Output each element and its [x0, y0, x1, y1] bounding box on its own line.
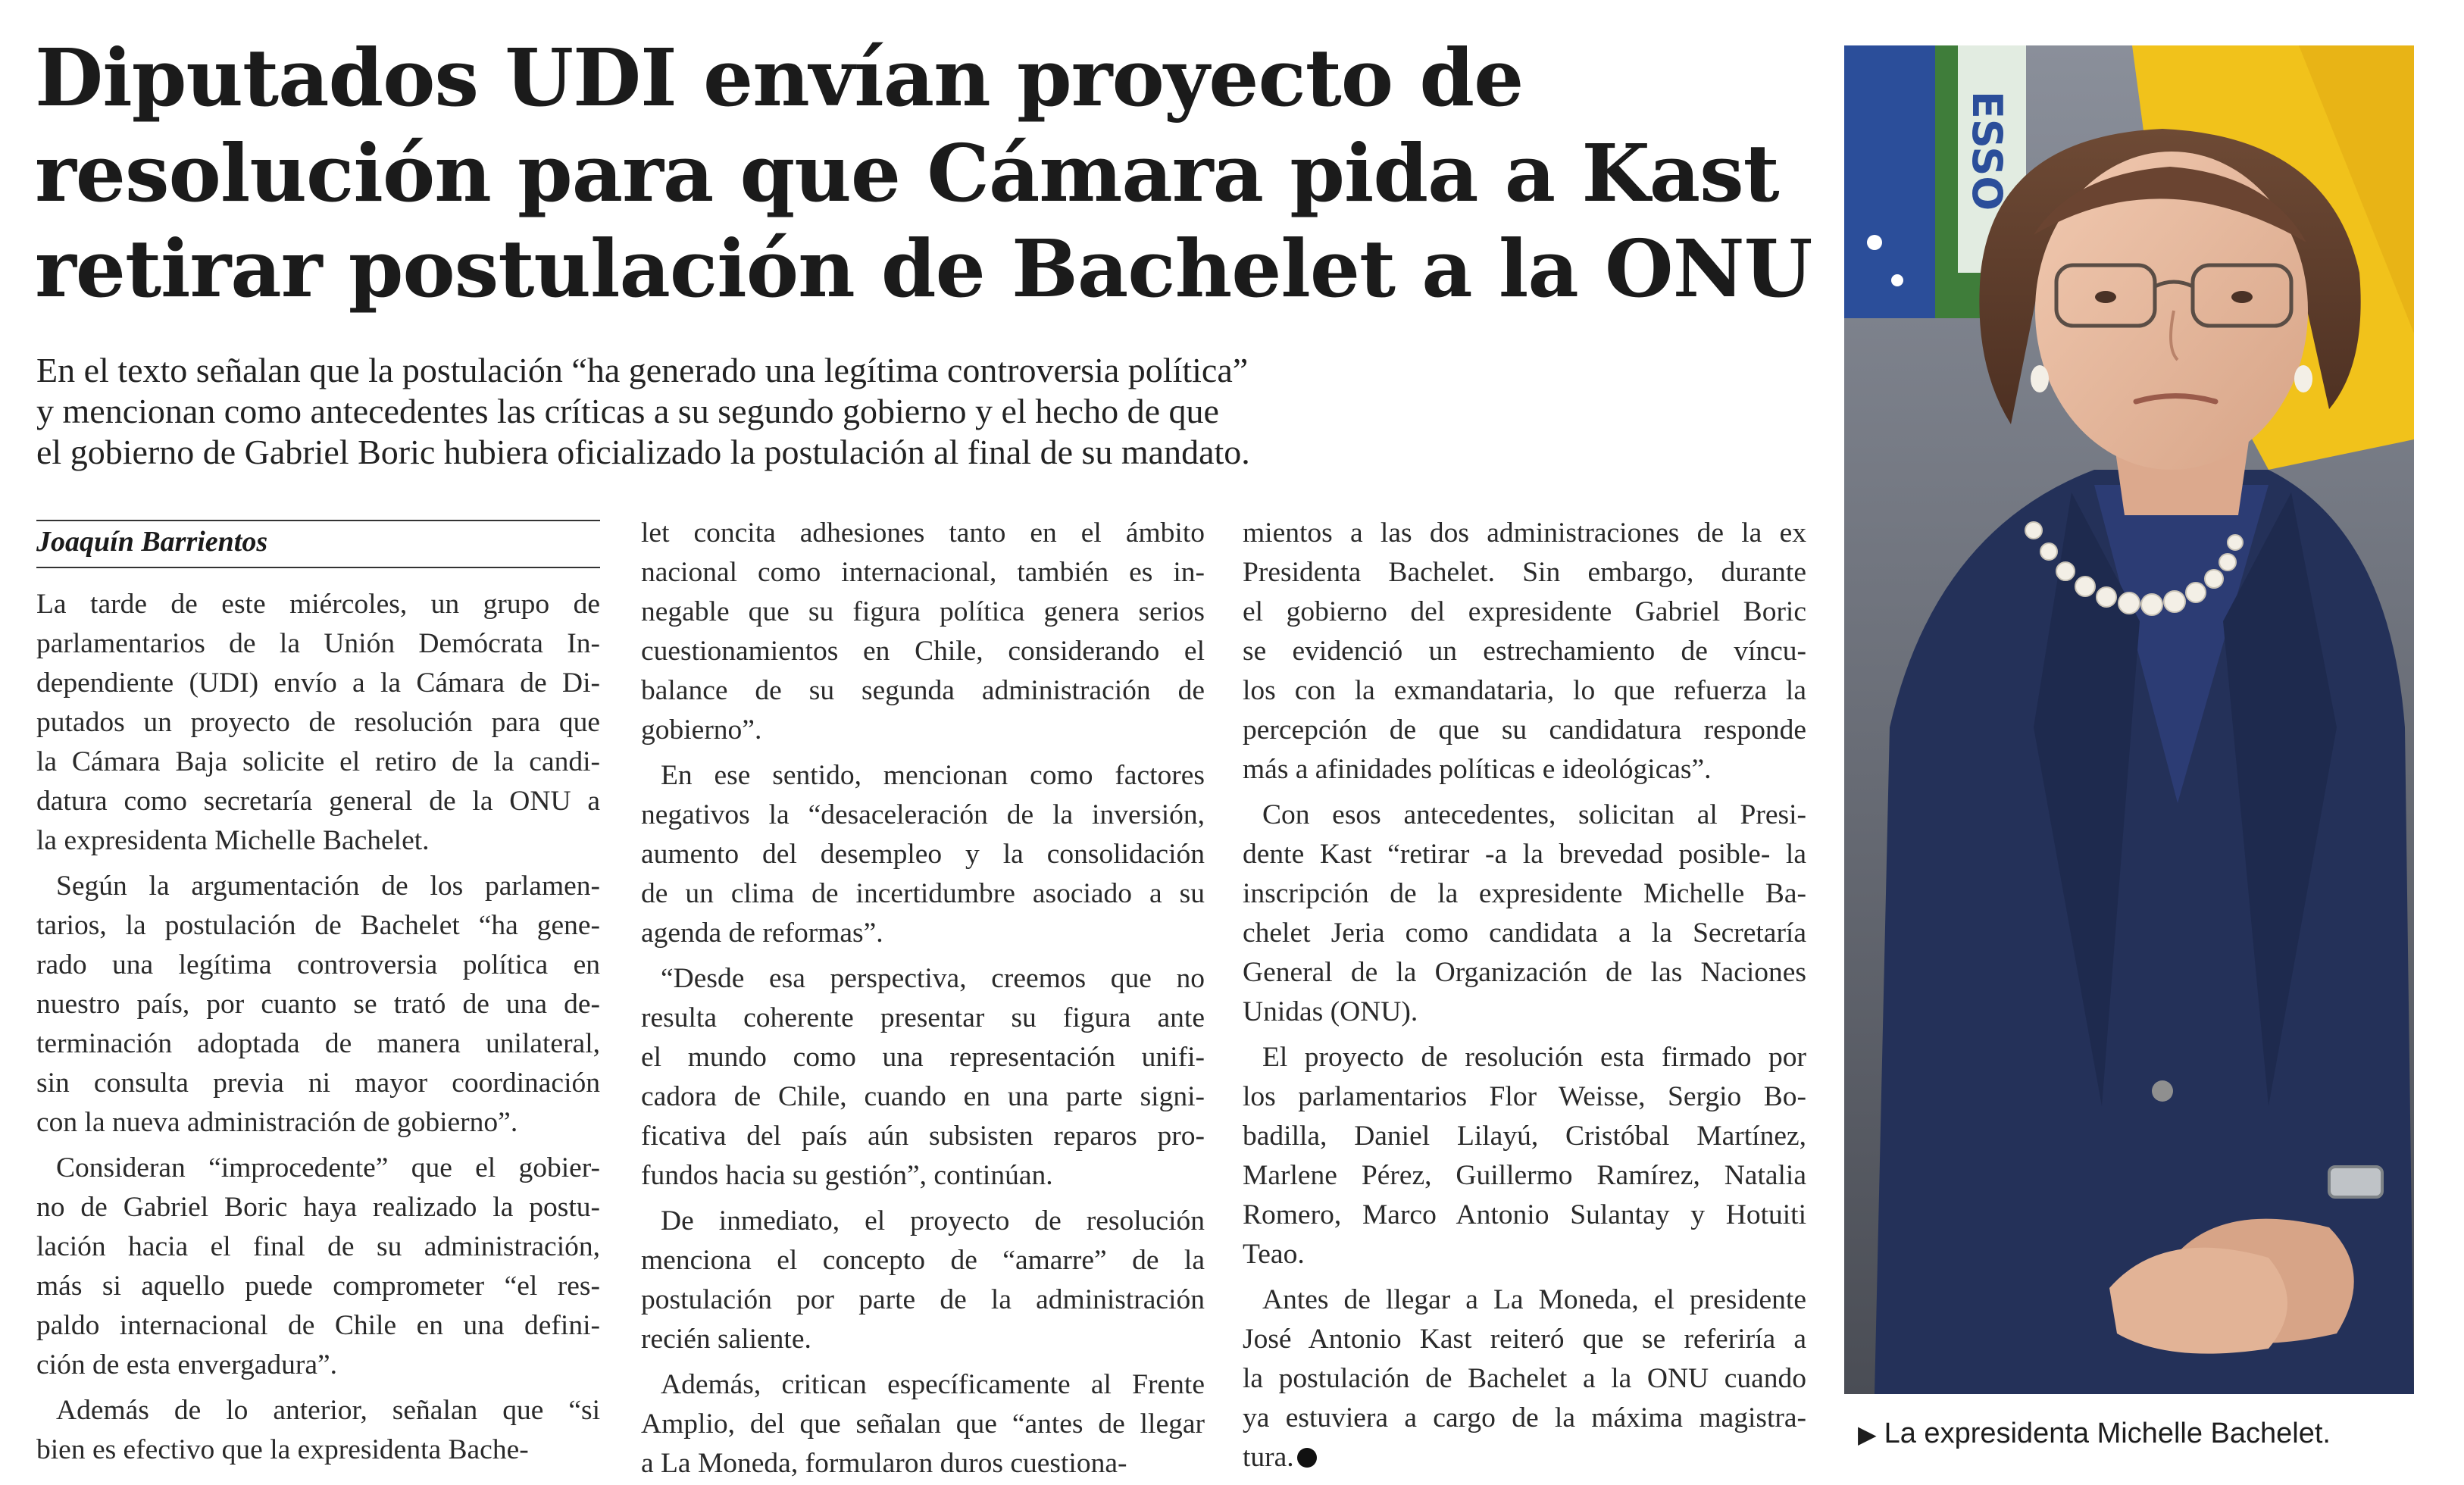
article-line: postulación por parte de la administración — [641, 1284, 1205, 1315]
article-line: más a afinidades políticas e ideológicas”. — [1243, 754, 1712, 785]
byline-rule-bottom — [36, 567, 600, 568]
article-line: balance de su segunda administración de — [641, 675, 1205, 706]
article-line: ya estuviera a cargo de la máxima magistra- — [1243, 1402, 1806, 1433]
article-paragraph — [641, 959, 1205, 1196]
deck-line: el gobierno de Gabriel Boric hubiera oficializado la postulación al final de su mandato. — [36, 433, 1250, 471]
byline: Joaquín Barrientos — [36, 526, 268, 558]
article-line: Teao. — [1243, 1239, 1305, 1270]
article-line: dente Kast “retirar -a la brevedad posible- la — [1243, 839, 1806, 870]
photo-caption — [1858, 1415, 2434, 1452]
article-line: Consideran “improcedente” que el gobier- — [56, 1152, 600, 1183]
article-line: El proyecto de resolución esta firmado por — [1262, 1042, 1806, 1073]
headline-line: Diputados UDI envían proyecto de — [35, 31, 1524, 124]
article-line: el mundo como una representación unifi- — [641, 1042, 1205, 1073]
deck-line: En el texto señalan que la postulación “ha generado una legítima controversia política” — [36, 351, 1249, 389]
article-line: gobierno”. — [641, 714, 762, 746]
article-line: ficativa del país aún subsisten reparos pro- — [641, 1121, 1205, 1152]
article-line: parlamentarios de la Unión Demócrata In- — [36, 628, 600, 659]
article-paragraph — [1243, 1280, 1806, 1477]
article-paragraph — [36, 1149, 600, 1385]
article-line: nuestro país, por cuanto se trató de una de- — [36, 989, 600, 1020]
article-line: la Cámara Baja solicite el retiro de la candi- — [36, 746, 600, 777]
article-line: menciona el concepto de “amarre” de la — [641, 1245, 1205, 1276]
caption-text: La expresidenta Michelle Bachelet. — [1884, 1418, 2331, 1449]
article-line: Además de lo anterior, señalan que “si — [56, 1395, 600, 1426]
article-line: inscripción de la expresidente Michelle Ba- — [1243, 878, 1806, 909]
headline-line: resolución para que Cámara pida a Kast — [35, 127, 1779, 220]
caption-arrow-icon: ▶ — [1858, 1421, 1877, 1448]
headline — [35, 30, 1812, 317]
article-line: terminación adoptada de manera unilateral, — [36, 1028, 600, 1059]
article-line: “Desde esa perspectiva, creemos que no — [661, 963, 1205, 994]
article-line: la postulación de Bachelet a la ONU cuando — [1243, 1363, 1806, 1394]
article-line: nacional como internacional, también es in- — [641, 557, 1205, 588]
article-paragraph — [641, 514, 1205, 750]
article-paragraph — [36, 1391, 600, 1470]
article-line: Presidenta Bachelet. Sin embargo, durante — [1243, 557, 1806, 588]
byline-rule-top — [36, 520, 600, 521]
article-line: aumento del desempleo y la consolidación — [641, 839, 1205, 870]
article-line: resulta coherente presentar su figura ante — [641, 1002, 1205, 1033]
article-line: a La Moneda, formularon duros cuestiona- — [641, 1448, 1127, 1479]
article-line: let concita adhesiones tanto en el ámbito — [641, 517, 1205, 549]
article-line: se evidenció un estrechamiento de víncu- — [1243, 636, 1806, 667]
article-line: cuestionamientos en Chile, considerando el — [641, 636, 1205, 667]
article-line: con la nueva administración de gobierno”. — [36, 1107, 518, 1138]
article-line: recién saliente. — [641, 1324, 811, 1355]
article-line: badilla, Daniel Lilayú, Cristóbal Martínez, — [1243, 1121, 1806, 1152]
article-line: percepción de que su candidatura responde — [1243, 714, 1806, 746]
article-line: tarios, la postulación de Bachelet “ha gene- — [36, 910, 600, 941]
article-line: negable que su figura política genera serios — [641, 596, 1205, 627]
article-paragraph — [1243, 796, 1806, 1032]
article-line: datura como secretaría general de la ONU a — [36, 786, 600, 817]
article-line: ción de esta envergadura”. — [36, 1349, 338, 1380]
article-line: José Antonio Kast reiteró que se referiría a — [1243, 1324, 1806, 1355]
article-line: la expresidenta Michelle Bachelet. — [36, 825, 430, 856]
deck-summary — [36, 350, 1779, 473]
article-line: sin consulta previa ni mayor coordinación — [36, 1068, 600, 1099]
article-paragraph — [1243, 514, 1806, 789]
article-paragraph — [36, 585, 600, 861]
article-line: más si aquello puede comprometer “el res- — [36, 1271, 600, 1302]
article-paragraph — [1243, 1038, 1806, 1274]
article-line: agenda de reformas”. — [641, 918, 883, 949]
article-line: Marlene Pérez, Guillermo Ramírez, Natalia — [1243, 1160, 1806, 1191]
article-line: Además, critican específicamente al Frente — [661, 1369, 1205, 1400]
article-line: lación hacia el final de su administración, — [36, 1231, 600, 1262]
article-line: no de Gabriel Boric haya realizado la postu- — [36, 1192, 600, 1223]
article-line: De inmediato, el proyecto de resolución — [661, 1205, 1205, 1236]
article-line: dependiente (UDI) envío a la Cámara de Di- — [36, 667, 600, 699]
article-line: Según la argumentación de los parlamen- — [56, 871, 600, 902]
article-line: fundos hacia su gestión”, continúan. — [641, 1160, 1053, 1191]
article-line: tura. — [1243, 1438, 1806, 1477]
article-line: bien es efectivo que la expresidenta Bache- — [36, 1434, 529, 1465]
article-line: Amplio, del que señalan que “antes de llegar — [641, 1408, 1205, 1440]
article-line: mientos a las dos administraciones de la ex — [1243, 517, 1806, 549]
article-line: putados un proyecto de resolución para que — [36, 707, 600, 738]
article-line: rado una legítima controversia política en — [36, 949, 600, 980]
portrait-photo-icon — [1844, 45, 2414, 1394]
article-line: General de la Organización de las Naciones — [1243, 957, 1806, 988]
article-line: el gobierno del expresidente Gabriel Boric — [1243, 596, 1806, 627]
article-line: de un clima de incertidumbre asociado a su — [641, 878, 1205, 909]
article-column-1 — [36, 585, 600, 1470]
article-line: La tarde de este miércoles, un grupo de — [36, 589, 600, 620]
article-paragraph — [36, 867, 600, 1143]
headline-line: retirar postulación de Bachelet a la ONU — [35, 222, 1812, 315]
article-line: Con esos antecedentes, solicitan al Presi- — [1262, 799, 1806, 830]
article-paragraph — [641, 1202, 1205, 1359]
bachelet-photo — [1844, 45, 2414, 1394]
svg-text:ESSO: ESSO — [1963, 91, 2011, 211]
article-line: los parlamentarios Flor Weisse, Sergio Bo- — [1243, 1081, 1806, 1112]
article-column-2 — [641, 514, 1205, 1483]
article-line: paldo internacional de Chile en una defini- — [36, 1310, 600, 1341]
article-line: En ese sentido, mencionan como factores — [661, 760, 1205, 791]
article-line: Unidas (ONU). — [1243, 996, 1418, 1027]
article-line: chelet Jeria como candidata a la Secretaría — [1243, 918, 1806, 949]
article-line: Antes de llegar a La Moneda, el presidente — [1262, 1284, 1806, 1315]
article-line: los con la exmandataria, lo que refuerza la — [1243, 675, 1806, 706]
article-line: cadora de Chile, cuando en una parte signi- — [641, 1081, 1205, 1112]
deck-line: y mencionan como antecedentes las críticas a su segundo gobierno y el hecho de que — [36, 392, 1219, 430]
article-line: Romero, Marco Antonio Sulantay y Hotuiti — [1243, 1199, 1806, 1230]
article-column-3 — [1243, 514, 1806, 1477]
end-mark-icon — [1297, 1448, 1317, 1468]
article-paragraph — [641, 756, 1205, 953]
article-paragraph — [641, 1365, 1205, 1483]
article-line: negativos la “desaceleración de la inversión, — [641, 799, 1205, 830]
